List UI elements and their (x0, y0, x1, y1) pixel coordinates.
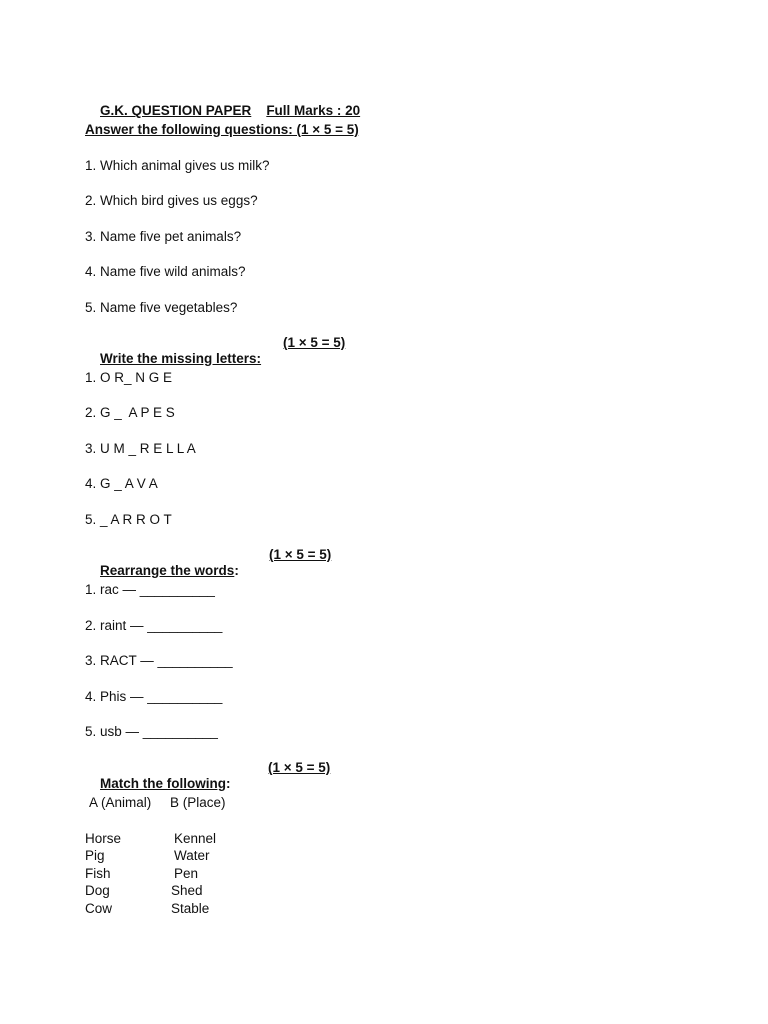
section3-item: 3. RACT — __________ (85, 653, 233, 668)
section2-item: 2. G _ A P E S (85, 405, 175, 420)
section1-heading: Answer the following questions: (1 × 5 = 5) (85, 122, 359, 137)
section2-item: 1. O R_ N G E (85, 370, 173, 385)
section3-item: 5. usb — __________ (85, 724, 218, 739)
col-a-header: A (Animal) (89, 795, 152, 810)
section4-heading: Match the following (100, 776, 227, 791)
match-a: Pig (85, 848, 105, 863)
match-b: Pen (174, 866, 199, 881)
section4-marks: (1 × 5 = 5) (268, 760, 331, 775)
section3-heading: Rearrange the words (100, 563, 235, 578)
full-marks: Full Marks : 20 (266, 103, 361, 118)
match-a: Horse (85, 831, 122, 846)
match-b: Stable (171, 901, 210, 916)
match-b: Water (174, 848, 210, 863)
section4-heading-colon: : (226, 776, 231, 791)
section2-heading: Write the missing letters: (100, 351, 262, 366)
section3-item: 4. Phis — __________ (85, 689, 223, 704)
section1-item: 5. Name five vegetables? (85, 300, 238, 315)
section1-item: 1. Which animal gives us milk? (85, 158, 270, 173)
match-a: Cow (85, 901, 113, 916)
paper-title: G.K. QUESTION PAPER (100, 103, 252, 118)
section2-item: 3. U M _ R E L L A (85, 441, 196, 456)
col-b-header: B (Place) (170, 795, 226, 810)
section3-marks: (1 × 5 = 5) (269, 547, 332, 562)
section2-marks: (1 × 5 = 5) (283, 335, 346, 350)
section1-item: 2. Which bird gives us eggs? (85, 193, 258, 208)
match-a: Dog (85, 883, 110, 898)
section3-item: 1. rac — __________ (85, 582, 215, 597)
section1-item: 4. Name five wild animals? (85, 264, 246, 279)
section2-item: 4. G _ A V A (85, 476, 158, 491)
match-b: Kennel (174, 831, 217, 846)
section3-item: 2. raint — __________ (85, 618, 223, 633)
match-b: Shed (171, 883, 203, 898)
section2-item: 5. _ A R R O T (85, 512, 172, 527)
section1-item: 3. Name five pet animals? (85, 229, 242, 244)
section3-heading-colon: : (234, 563, 239, 578)
match-a: Fish (85, 866, 111, 881)
